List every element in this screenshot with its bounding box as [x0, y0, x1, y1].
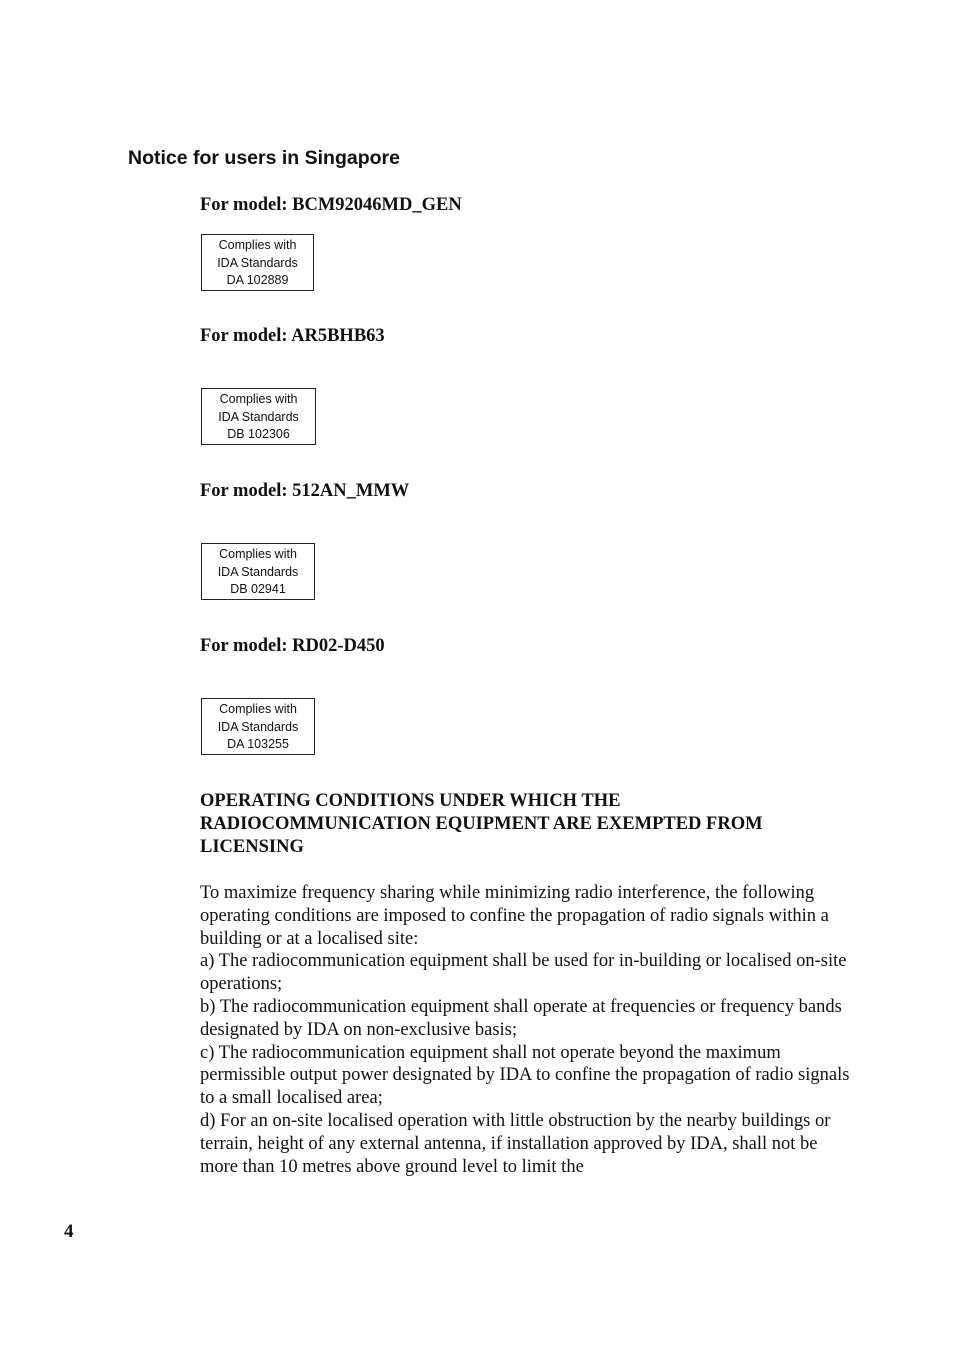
label-line: IDA Standards — [217, 719, 299, 734]
page-number: 4 — [64, 1221, 74, 1242]
label-line: IDA Standards — [217, 255, 298, 270]
label-line: DA 102889 — [226, 273, 289, 287]
label-line: IDA Standards — [217, 564, 299, 579]
conditions-heading: OPERATING CONDITIONS UNDER WHICH THE RADIOCOMMUNICATION EQUIPMENT ARE EXEMPTED FROM LICENSING — [200, 791, 763, 857]
section-title: Notice for users in Singapore — [128, 147, 400, 169]
ida-compliance-label — [201, 543, 315, 600]
label-line: DA 103255 — [227, 737, 289, 751]
condition-a: a) The radiocommunication equipment shall be used for in-building or localised on-site operations; — [200, 951, 847, 995]
ida-compliance-label — [201, 698, 315, 755]
condition-b: b) The radiocommunication equipment shall operate at frequencies or frequency bands designated by IDA on non-exclusive basis; — [200, 996, 842, 1040]
condition-c: c) The radiocommunication equipment shall not operate beyond the maximum permissible output power designated by IDA to confine the propagation of radio signals to a small localised area; — [200, 1042, 850, 1109]
model-heading-bcm92046md-gen: For model: BCM92046MD_GEN — [200, 195, 462, 215]
label-line: IDA Standards — [218, 409, 299, 424]
condition-d: d) For an on-site localised operation with little obstruction by the nearby buildings or terrain, height of any external antenna, if installation approved by IDA, shall not be more than 10 metres above ground level to limit the — [200, 1110, 831, 1177]
intro-paragraph: To maximize frequency sharing while minimizing radio interference, the following operating conditions are imposed to confine the propagation of radio signals within a building or at a localised site: — [200, 883, 829, 949]
label-line: DB 02941 — [230, 582, 286, 596]
model-heading-ar5bhb63: For model: AR5BHB63 — [200, 326, 385, 346]
ida-compliance-label — [201, 234, 314, 291]
label-line: Complies with — [219, 702, 297, 716]
label-line: DB 102306 — [227, 427, 290, 441]
label-line: Complies with — [219, 547, 297, 561]
label-line: Complies with — [218, 238, 297, 252]
ida-compliance-label — [201, 388, 316, 445]
conditions-body — [200, 882, 860, 1178]
label-line: Complies with — [219, 392, 298, 406]
model-heading-512an-mmw: For model: 512AN_MMW — [200, 481, 410, 501]
model-heading-rd02-d450: For model: RD02-D450 — [200, 636, 385, 656]
